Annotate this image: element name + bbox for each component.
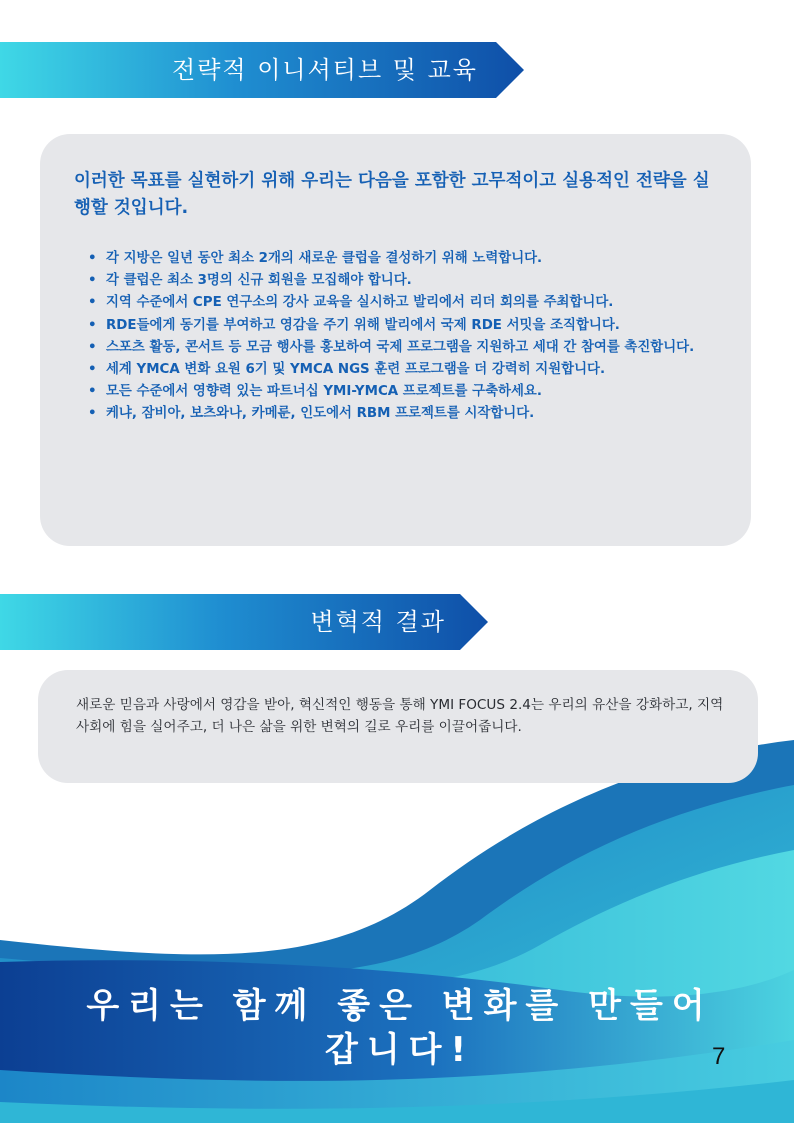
strategy-panel xyxy=(40,134,751,546)
list-item-text: 세계 YMCA 변화 요원 6기 및 YMCA NGS 훈련 프로그램을 더 강력히 지원합니다. xyxy=(106,362,606,378)
bullet-icon: • xyxy=(88,384,97,400)
results-panel xyxy=(38,670,758,783)
bullet-icon: • xyxy=(88,273,97,289)
list-item xyxy=(88,315,719,337)
list-item xyxy=(88,248,719,270)
section-title: 전략적 이니셔티브 및 교육 xyxy=(172,56,478,84)
list-item xyxy=(88,359,719,381)
results-body-text: 새로운 믿음과 사랑에서 영감을 받아, 혁신적인 행동을 통해 YMI FOCUS 2.4는 우리의 유산을 강화하고, 지역 사회에 힘을 실어주고, 더 나은 삶을 위한 변혁의 길로 우리를 이끌어줍니다. xyxy=(76,697,724,735)
bullet-icon: • xyxy=(88,362,97,378)
list-item xyxy=(88,270,719,292)
bullet-icon: • xyxy=(88,317,97,333)
bullet-icon: • xyxy=(88,251,97,266)
section-banner-strategic xyxy=(0,42,524,98)
bullet-icon: • xyxy=(88,339,97,355)
page-number: 7 xyxy=(712,1043,726,1070)
closing-slogan: 우리는 함께 좋은 변화를 만들어 갑니다! xyxy=(86,986,714,1070)
bullet-icon: • xyxy=(88,295,97,311)
section-banner-results xyxy=(0,594,488,650)
list-item-text: 스포츠 활동, 콘서트 등 모금 행사를 홍보하여 국제 프로그램을 지원하고 세대 간 참여를 촉진합니다. xyxy=(106,339,695,355)
list-item-text: 각 지방은 일년 동안 최소 2개의 새로운 클럽을 결성하기 위해 노력합니다. xyxy=(106,251,543,266)
list-item xyxy=(88,292,719,314)
strategy-lead-text: 이러한 목표를 실현하기 위해 우리는 다음을 포함한 고무적이고 실용적인 전략을 실행할 것입니다. xyxy=(74,171,710,218)
list-item xyxy=(88,381,719,403)
list-item-text: 케냐, 잠비아, 보츠와나, 카메룬, 인도에서 RBM 프로젝트를 시작합니다. xyxy=(106,406,535,422)
strategy-bullet-list xyxy=(74,248,719,426)
list-item-text: RDE들에게 동기를 부여하고 영감을 주기 위해 발리에서 국제 RDE 서밋을 조직합니다. xyxy=(106,317,620,333)
list-item xyxy=(88,403,719,425)
list-item-text: 각 클럽은 최소 3명의 신규 회원을 모집해야 합니다. xyxy=(106,273,412,289)
list-item-text: 지역 수준에서 CPE 연구소의 강사 교육을 실시하고 발리에서 리더 회의를 주최합니다. xyxy=(106,295,614,311)
section-title: 변혁적 결과 xyxy=(310,608,446,636)
list-item xyxy=(88,337,719,359)
list-item-text: 모든 수준에서 영향력 있는 파트너십 YMI-YMCA 프로젝트를 구축하세요. xyxy=(106,384,542,400)
bullet-icon: • xyxy=(88,406,97,422)
